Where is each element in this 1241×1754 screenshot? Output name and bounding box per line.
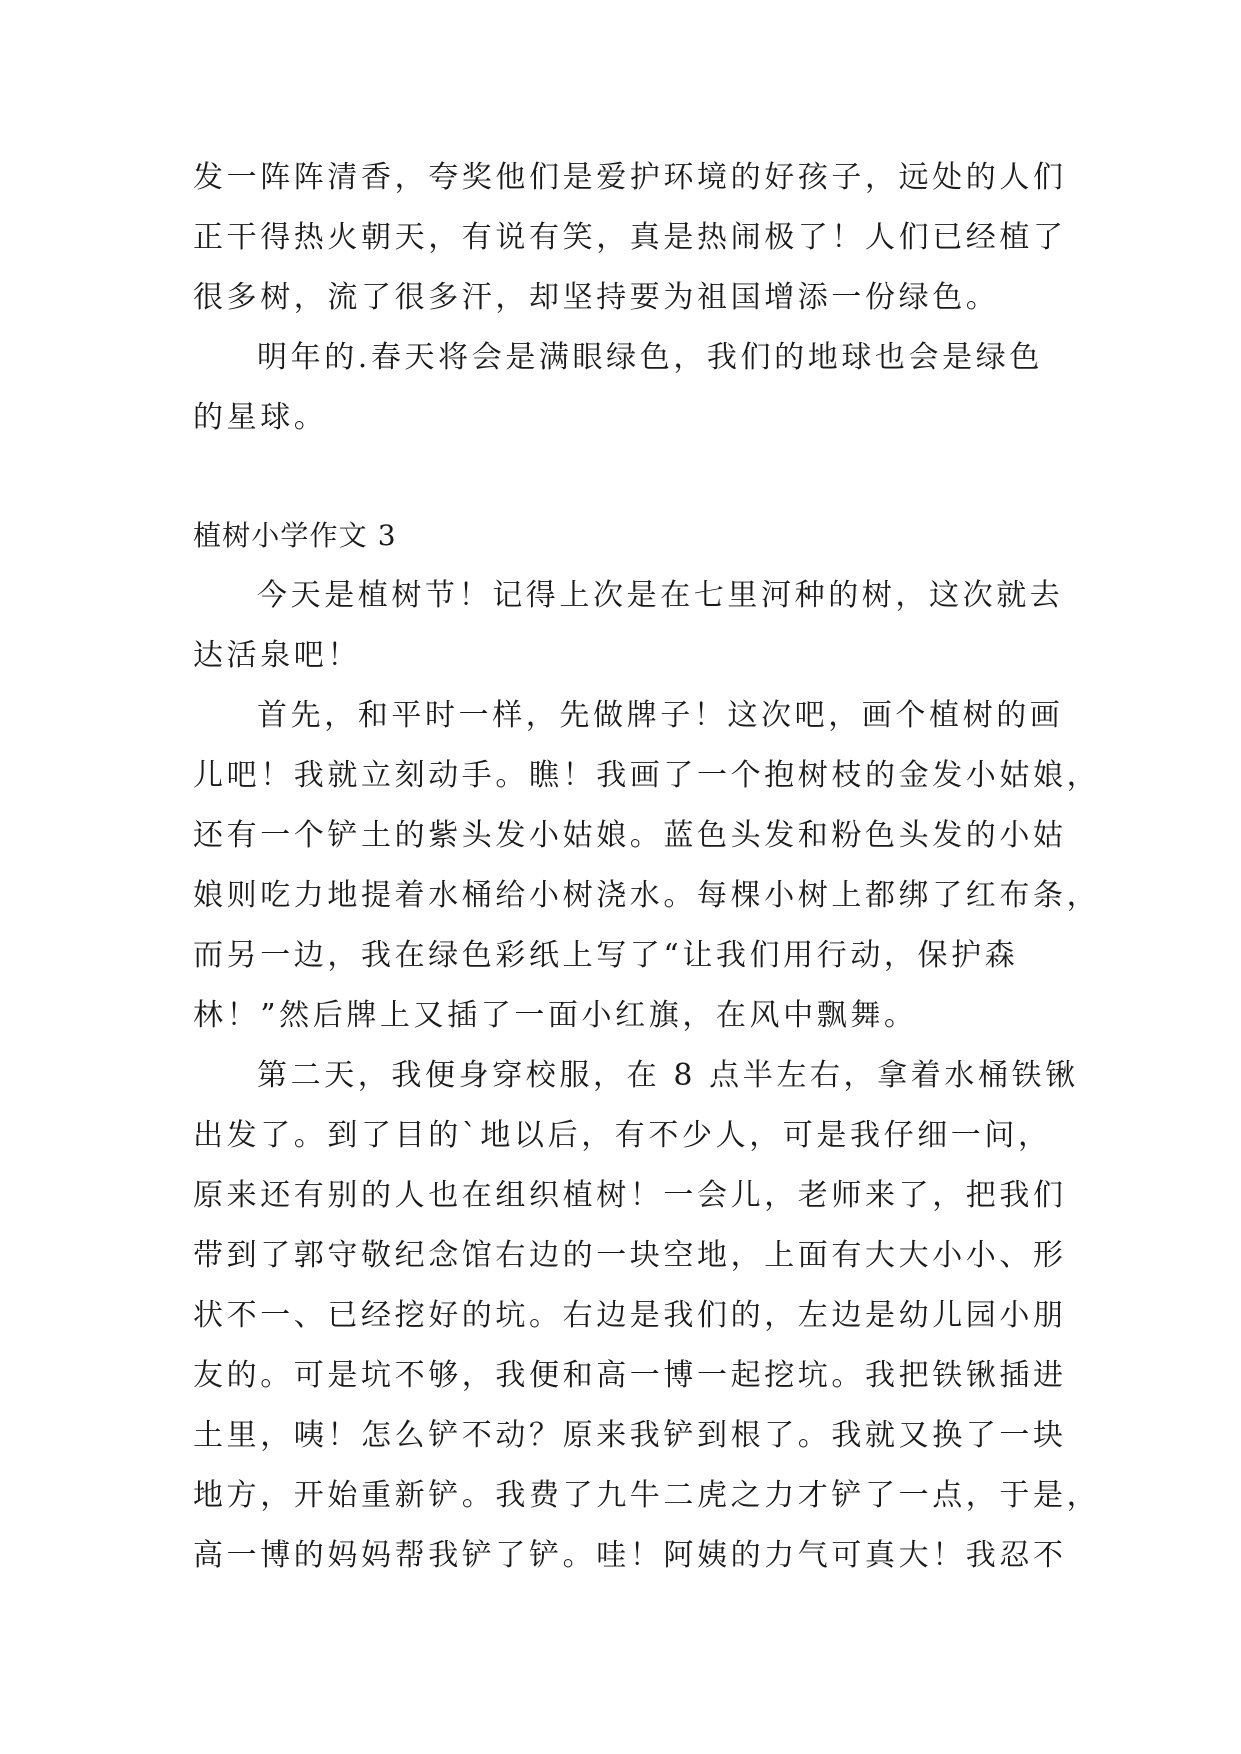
paragraph-line: 首先，和平时一样，先做牌子！这次吧，画个植树的画: [257, 698, 1064, 733]
paragraph-line: 明年的.春天将会是满眼绿色，我们的地球也会是绿色: [257, 340, 1043, 375]
paragraph-line: 第二天，我便身穿校服，在 8 点半左右，拿着水桶铁锹: [257, 1058, 1079, 1093]
paragraph-line: 而另一边，我在绿色彩纸上写了“让我们用行动，保护森: [193, 938, 1019, 973]
paragraph-line: 地方，开始重新铲。我费了九牛二虎之力才铲了一点，于是，: [193, 1478, 1101, 1513]
paragraph-line: 高一博的妈妈帮我铲了铲。哇！阿姨的力气可真大！我忍不: [193, 1538, 1067, 1573]
paragraph-line: 还有一个铲土的紫头发小姑娘。蓝色头发和粉色头发的小姑: [193, 818, 1067, 853]
paragraph-line: 正干得热火朝天，有说有笑，真是热闹极了！人们已经植了: [193, 220, 1067, 255]
paragraph-line: 友的。可是坑不够，我便和高一博一起挖坑。我把铁锹插进: [193, 1358, 1067, 1393]
paragraph-line: 原来还有别的人也在组织植树！一会儿，老师来了，把我们: [193, 1178, 1067, 1213]
paragraph-line: 出发了。到了目的`地以后，有不少人，可是我仔细一问，: [193, 1118, 1052, 1153]
paragraph-line: 今天是植树节！记得上次是在七里河种的树，这次就去: [257, 578, 1064, 613]
paragraph-line: 林！”然后牌上又插了一面小红旗，在风中飘舞。: [193, 998, 918, 1033]
paragraph-line: 发一阵阵清香，夸奖他们是爱护环境的好孩子，远处的人们: [193, 160, 1067, 195]
paragraph-line: 儿吧！我就立刻动手。瞧！我画了一个抱树枝的金发小姑娘，: [193, 758, 1101, 793]
paragraph-line: 带到了郭守敬纪念馆右边的一块空地，上面有大大小小、形: [193, 1238, 1067, 1273]
paragraph-line: 很多树，流了很多汗，却坚持要为祖国增添一份绿色。: [193, 280, 1000, 315]
section-title: 植树小学作文 3: [193, 519, 397, 552]
paragraph-line: 的星球。: [193, 400, 328, 435]
paragraph-line: 达活泉吧！: [193, 638, 361, 673]
paragraph-line: 状不一、已经挖好的坑。右边是我们的，左边是幼儿园小朋: [193, 1298, 1067, 1333]
paragraph-line: 娘则吃力地提着水桶给小树浇水。每棵小树上都绑了红布条，: [193, 878, 1101, 913]
paragraph-line: 土里，咦！怎么铲不动？原来我铲到根了。我就又换了一块: [193, 1418, 1067, 1453]
